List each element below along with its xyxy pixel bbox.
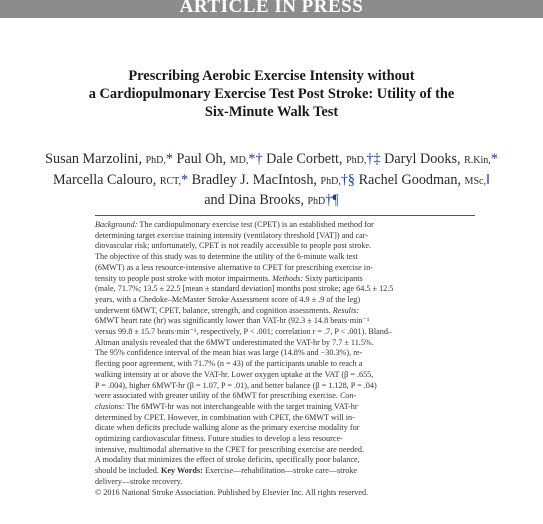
author-degree: MD, — [229, 155, 249, 166]
author-list — [20, 150, 523, 212]
abstract-line: intensive, multimodal alternative to the CPET for prescribing exercise are needed. — [95, 444, 365, 454]
author-name: Paul Oh, — [176, 151, 227, 167]
author-degree: PhD — [307, 196, 326, 207]
author-degree: MSc, — [464, 175, 486, 187]
abstract-text: Exercise—rehabilitation—stroke care—stroke — [204, 466, 358, 476]
results-label: Results: — [332, 305, 360, 315]
author-line — [20, 150, 523, 171]
abstract-line — [95, 402, 476, 413]
abstract-line: walking intensity at or above the VAT-hr. Lower oxygen uptake at the VAT (β = .655, — [95, 369, 374, 379]
author-affiliation-link[interactable]: * — [181, 171, 189, 188]
abstract-text: The 6MWT-hr was not interchangeable with the target training VAT-hr — [126, 401, 358, 411]
abstract-line: Altman analysis revealed that the 6MWT underestimated the VAT-hr by 7.7 ± 11.5%. — [95, 337, 374, 347]
copyright-line: © 2016 National Stroke Association. Published by Elsevier Inc. All rights reserved. — [95, 487, 369, 497]
abstract-text: tensity to people post stroke with motor impairments. — [95, 273, 271, 283]
abstract-line: 6MWT heart rate (hr) was significantly lower than VAT-hr (92.3 ± 14.8 beats·min⁻¹ — [95, 316, 370, 326]
abstract-line — [95, 274, 476, 285]
author-degree: PhD, — [145, 155, 166, 166]
author-name: Susan Marzolini, — [45, 151, 143, 167]
article-title — [40, 67, 503, 121]
abstract-line: The 95% confidence interval of the mean bias was large (14.8% and −30.3%), re- — [95, 348, 363, 358]
abstract-line: determining target exercise training intensity (ventilatory threshold [VAT]) and car- — [95, 230, 369, 240]
author-name: Dale Corbett, — [266, 151, 343, 167]
author-name: Daryl Dooks, — [384, 151, 461, 167]
abstract-line: P = .004), higher 6MWT-hr (β = 1.07, P = .01), and better balance (β = 1.128, P = .04) — [95, 380, 377, 390]
abstract-line — [95, 391, 476, 402]
methods-label: Methods: — [272, 273, 304, 283]
abstract-line — [95, 466, 476, 477]
title-line: Prescribing Aerobic Exercise Intensity without — [128, 68, 415, 84]
conclusions-label: Con- — [339, 391, 357, 401]
conclusions-label: clusions: — [95, 401, 125, 411]
background-label: Background: — [95, 220, 138, 229]
title-line: Six-Minute Walk Test — [204, 104, 339, 120]
author-line — [20, 171, 523, 192]
abstract-line: delivery—stroke recovery. — [95, 476, 183, 486]
abstract-line: years, with a Chedoke–McMaster Stroke Assessment score of 4.9 ± .9 of the leg) — [95, 294, 361, 304]
abstract-line — [95, 306, 476, 317]
abstract-line: (male, 71.7%; 13.5 ± 22.5 [mean ± standard deviation] months post stroke; age 64.5 ± 12.5 — [95, 284, 394, 294]
author-degree: PhD, — [320, 175, 341, 187]
abstract-line: flecting poor agreement, with 71.7% (n = 43) of the participants unable to reach a — [95, 359, 363, 369]
abstract-line: determined by CPET. However, in combination with CPET, the 6MWT will in- — [95, 412, 355, 422]
author-line — [20, 191, 523, 212]
abstract-line — [95, 220, 476, 231]
abstract-text: The cardiopulmonary exercise test (CPET) is an established method for — [139, 220, 374, 229]
key-words-label: Key Words: — [160, 466, 203, 476]
abstract-line: (6MWT) as a less resource-intensive alternative to CPET for prescribing exercise in- — [95, 262, 373, 272]
abstract-line: The objective of this study was to determine the utility of the 6-minute walk test — [95, 252, 358, 262]
abstract-line: A modality that minimizes the effect of stroke deficits, specifically poor balance, — [95, 455, 360, 465]
abstract-line: optimizing cardiovascular fitness. Future studies to develop a less resource- — [95, 434, 343, 444]
abstract — [95, 220, 476, 498]
author-name: Bradley J. MacIntosh, — [191, 171, 317, 188]
abstract-line: diovascular risk; unfortunately, CPET is not readily accessible to people post stroke. — [95, 241, 372, 251]
author-name: Marcella Calouro, — [53, 171, 157, 188]
author-affiliation-link[interactable]: ‖ — [485, 171, 490, 188]
author-affiliation-link[interactable]: * — [165, 151, 173, 167]
author-affiliation-link[interactable]: †§ — [340, 171, 356, 188]
author-degree: RCT, — [159, 175, 182, 187]
abstract-text: were associated with greater utility of the 6MWT for prescribing exercise. — [95, 391, 338, 401]
author-affiliation-link[interactable]: †‡ — [366, 151, 381, 167]
author-degree: PhD, — [346, 155, 367, 166]
author-name: and Dina Brooks, — [204, 192, 304, 208]
abstract-text: should be included. — [95, 466, 159, 476]
abstract-line: versus 99.8 ± 15.7 beats·min⁻¹, respectively, P < .001; correlation r = .7, P < .001). Bland– — [95, 327, 393, 337]
article-in-press-banner: ARTICLE IN PRESS — [0, 0, 543, 18]
author-affiliation-link[interactable]: * — [490, 151, 498, 167]
abstract-line: dicate when deficits preclude walking alone as the primary exercise modality for — [95, 423, 360, 433]
title-line: a Cardiopulmonary Exercise Test Post Stroke: Utility of the — [88, 86, 455, 102]
author-degree: R.Kin, — [464, 155, 491, 166]
author-affiliation-link[interactable]: †¶ — [325, 192, 339, 208]
author-name: Rachel Goodman, — [358, 171, 461, 188]
abstract-text: Sixty participants — [305, 273, 363, 283]
author-affiliation-link[interactable]: *† — [248, 151, 263, 167]
abstract-divider — [95, 215, 475, 216]
abstract-text: underwent 6MWT, CPET, balance, strength, and cognition assessments. — [95, 305, 331, 315]
